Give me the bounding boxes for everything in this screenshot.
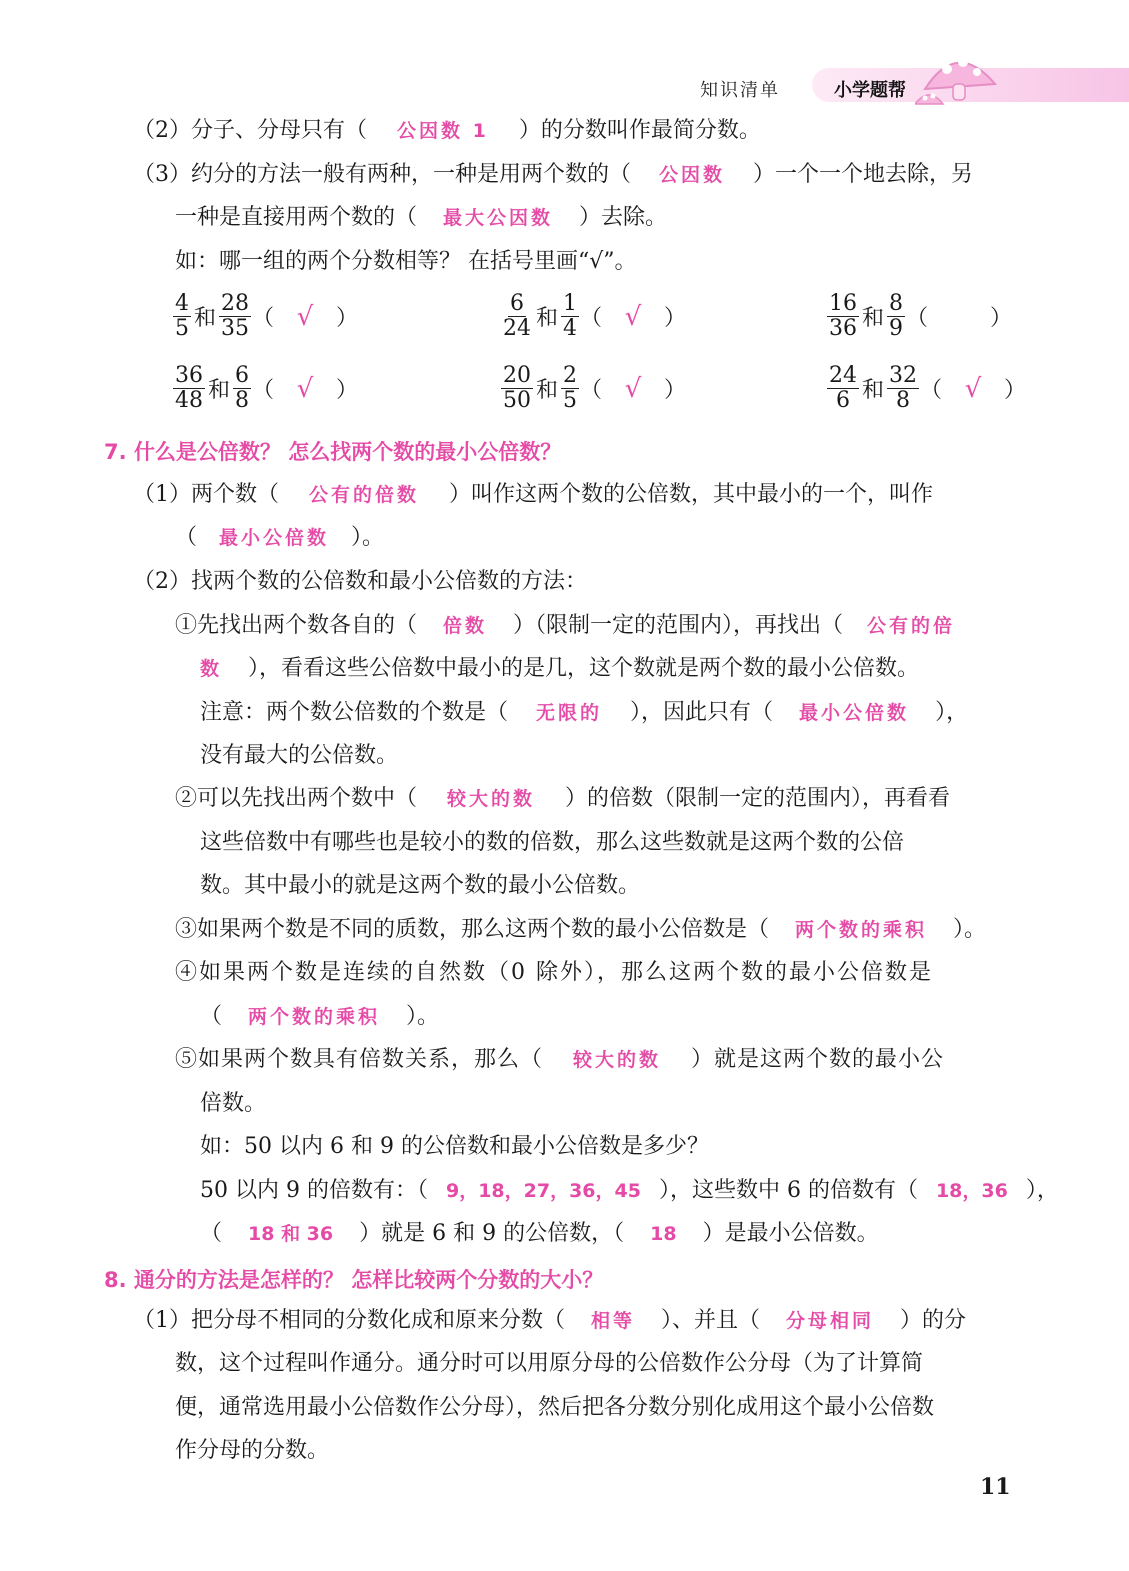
q7-2-step2-line-1 xyxy=(175,784,950,814)
text: ）、并且（ xyxy=(661,1308,761,1333)
text: ）， xyxy=(1025,1178,1059,1203)
q7-2-step1-line-2 xyxy=(200,654,919,684)
q7-2-title xyxy=(133,567,587,597)
answer-fill: 公有的倍数 xyxy=(309,484,420,506)
text: ）的分 xyxy=(900,1308,967,1333)
answer-fill: 数 xyxy=(200,658,223,680)
text: ）就是 6 和 9 的公倍数，（ xyxy=(359,1221,625,1246)
text: ）叫作这两个数的公倍数，其中最小的一个，叫作 xyxy=(449,482,934,507)
check-mark: √ xyxy=(296,301,314,332)
text: （3）约分的方法一般有两种，一种是用两个数的（ xyxy=(133,162,631,187)
text: 没有最大的公倍数。 xyxy=(200,743,399,768)
fraction-pair: $\frac{24}{6}$ 和 $\frac{32}{8}$ （ √ ） xyxy=(829,363,1027,413)
item-2-line xyxy=(133,116,761,146)
fraction: $\frac{16}{36}$ xyxy=(829,291,857,341)
text: ②可以先找出两个数中（ xyxy=(175,786,418,811)
text: ）的分数叫作最简分数。 xyxy=(518,118,761,143)
fraction: $\frac{6}{8}$ xyxy=(235,363,250,413)
text: 和 xyxy=(862,378,885,403)
text: 和 xyxy=(536,306,559,331)
fraction: $\frac{4}{5}$ xyxy=(175,291,189,341)
text: 和 xyxy=(862,306,885,331)
text: ）。 xyxy=(406,1004,440,1029)
text: （1）把分母不相同的分数化成和原来分数（ xyxy=(133,1308,565,1333)
q7-2-step2-line-3 xyxy=(200,871,640,901)
answer-fill: 两个数的乘积 xyxy=(795,919,928,941)
text: ），因此只有（ xyxy=(630,700,774,725)
text: （ xyxy=(200,1221,223,1246)
q7-2-step5-line-1 xyxy=(175,1045,944,1075)
example-question xyxy=(200,1132,709,1162)
fraction: $\frac{8}{9}$ xyxy=(889,291,904,341)
answer-fill: 最大公因数 xyxy=(443,207,554,229)
q7-1-line-2 xyxy=(175,523,384,553)
item-3-line-3 xyxy=(175,247,637,277)
text: ）一个一个地去除，另 xyxy=(753,162,974,187)
text: ④如果两个数是连续的自然数（0 除外），那么这两个数的最小公倍数是 xyxy=(175,960,933,985)
text: （2）分子、分母只有（ xyxy=(133,118,367,143)
text: （1）两个数（ xyxy=(133,482,279,507)
text: 和 xyxy=(208,378,231,403)
page-number: 11 xyxy=(980,1474,1011,1500)
text: ③如果两个数是不同的质数，那么这两个数的最小公倍数是（ xyxy=(175,917,770,942)
text: （ xyxy=(200,1004,223,1029)
page-header xyxy=(0,68,1129,108)
check-mark: √ xyxy=(624,373,642,404)
text: 和 xyxy=(536,378,559,403)
text: ）。 xyxy=(351,525,385,550)
answer-fill: 较大的数 xyxy=(447,788,536,810)
fraction: $\frac{32}{8}$ xyxy=(889,363,918,413)
text: 数，这个过程叫作通分。通分时可以用原分母的公倍数作公分母（为了计算简 xyxy=(175,1351,924,1376)
text: ）。 xyxy=(953,917,987,942)
answer-fill: 较大的数 xyxy=(573,1049,662,1071)
q8-1-line-1 xyxy=(133,1306,966,1336)
check-mark: √ xyxy=(624,301,642,332)
q7-2-step1-line-1 xyxy=(175,611,955,641)
text: （2）找两个数的公倍数和最小公倍数的方法： xyxy=(133,569,587,594)
text: 50 以内 9 的倍数有：（ xyxy=(200,1178,428,1203)
text: 注意：两个数公倍数的个数是（ xyxy=(200,700,509,725)
answer-fill: 公因数 1 xyxy=(397,120,489,142)
text: ⑤如果两个数具有倍数关系，那么（ xyxy=(175,1047,544,1072)
answer-fill: 公有的倍 xyxy=(867,615,956,637)
fraction: $\frac{24}{6}$ xyxy=(829,363,857,413)
answer-fill: 9，18，27，36，45 xyxy=(445,1180,641,1202)
text: 作分母的分数。 xyxy=(175,1438,330,1463)
q7-2-note-line-2 xyxy=(200,741,398,771)
q8-1-line-4 xyxy=(175,1436,329,1466)
text: 和 xyxy=(194,306,217,331)
question-7-heading: 7. 什么是公倍数？ 怎么找两个数的最小公倍数？ xyxy=(104,440,562,464)
fraction: $\frac{28}{35}$ xyxy=(221,291,250,341)
item-3-line-2 xyxy=(175,203,667,233)
fraction: $\frac{2}{5}$ xyxy=(563,363,578,413)
text: ①先找出两个数各自的（ xyxy=(175,613,418,638)
text: （ xyxy=(175,525,198,550)
text: 便，通常选用最小公倍数作公分母），然后把各分数分别化成用这个最小公倍数 xyxy=(175,1395,935,1420)
answer-fill: 分母相同 xyxy=(786,1310,875,1332)
text: ）就是这两个数的最小公 xyxy=(691,1047,945,1072)
fraction: $\frac{36}{48}$ xyxy=(175,363,203,413)
answer-fill: 18 xyxy=(650,1223,677,1245)
check-mark: √ xyxy=(964,373,982,404)
q7-2-step4-line-1 xyxy=(175,958,933,988)
answer-fill: 相等 xyxy=(591,1310,636,1332)
text: ），看看这些公倍数中最小的是几，这个数就是两个数的最小公倍数。 xyxy=(248,656,920,681)
fraction: $\frac{6}{24}$ xyxy=(503,291,531,341)
text: 如：50 以内 6 和 9 的公倍数和最小公倍数是多少？ xyxy=(200,1134,709,1159)
answer-fill: 最小公倍数 xyxy=(219,527,330,549)
q7-2-step3 xyxy=(175,915,986,945)
question-8-heading: 8. 通分的方法是怎样的？ 怎样比较两个分数的大小？ xyxy=(104,1268,604,1292)
fraction-pair: $\frac{16}{36}$ 和 $\frac{8}{9}$ （ ） xyxy=(829,291,1013,341)
fraction-pair: $\frac{36}{48}$ 和 $\frac{6}{8}$ （ √ ） xyxy=(175,363,359,413)
answer-fill: 18 和 36 xyxy=(248,1223,334,1245)
q8-1-line-2 xyxy=(175,1349,923,1379)
q8-1-line-3 xyxy=(175,1393,934,1423)
answer-fill: 两个数的乘积 xyxy=(248,1006,381,1028)
text: 倍数。 xyxy=(200,1091,267,1116)
fraction-pair: $\frac{6}{24}$ 和 $\frac{1}{4}$ （ √ ） xyxy=(503,291,687,341)
text: 如：哪一组的两个分数相等？ 在括号里画“√”。 xyxy=(175,249,637,274)
text: ）去除。 xyxy=(579,205,668,230)
check-mark: √ xyxy=(296,373,314,404)
text: ），这些数中 6 的倍数有（ xyxy=(658,1178,918,1203)
item-3-line-1 xyxy=(133,160,973,190)
text: 一种是直接用两个数的（ xyxy=(175,205,418,230)
answer-fill: 公因数 xyxy=(659,164,726,186)
q7-2-note-line-1 xyxy=(200,698,968,728)
answer-fill: 倍数 xyxy=(443,615,488,637)
text: 数。其中最小的就是这两个数的最小公倍数。 xyxy=(200,873,641,898)
answer-fill: 无限的 xyxy=(536,702,603,724)
answer-fill: 18，36 xyxy=(935,1180,1008,1202)
fraction-pair: $\frac{20}{50}$ 和 $\frac{2}{5}$ （ √ ） xyxy=(503,363,687,413)
fraction: $\frac{20}{50}$ xyxy=(503,363,531,413)
q7-2-step5-line-2 xyxy=(200,1089,266,1119)
example-line-1 xyxy=(200,1176,1059,1206)
fraction: $\frac{1}{4}$ xyxy=(563,291,578,341)
q7-2-step4-line-2 xyxy=(200,1002,439,1032)
text: 这些倍数中有哪些也是较小的数的倍数，那么这些数就是这两个数的公倍 xyxy=(200,830,905,855)
text: ）（限制一定的范围内），再找出（ xyxy=(513,613,844,638)
mushroom-icon xyxy=(915,44,1005,114)
header-section-title: 知识清单 xyxy=(700,80,780,101)
fraction-pair: $\frac{4}{5}$ 和 $\frac{28}{35}$ （ √ ） xyxy=(175,291,359,341)
text: ）是最小公倍数。 xyxy=(702,1221,879,1246)
text: ）， xyxy=(935,700,969,725)
header-brand: 小学题帮 xyxy=(834,80,906,101)
text: ）的倍数（限制一定的范围内），再看看 xyxy=(565,786,951,811)
example-line-2 xyxy=(200,1219,879,1249)
q7-2-step2-line-2 xyxy=(200,828,904,858)
answer-fill: 最小公倍数 xyxy=(799,702,910,724)
q7-1-line-1 xyxy=(133,480,933,510)
